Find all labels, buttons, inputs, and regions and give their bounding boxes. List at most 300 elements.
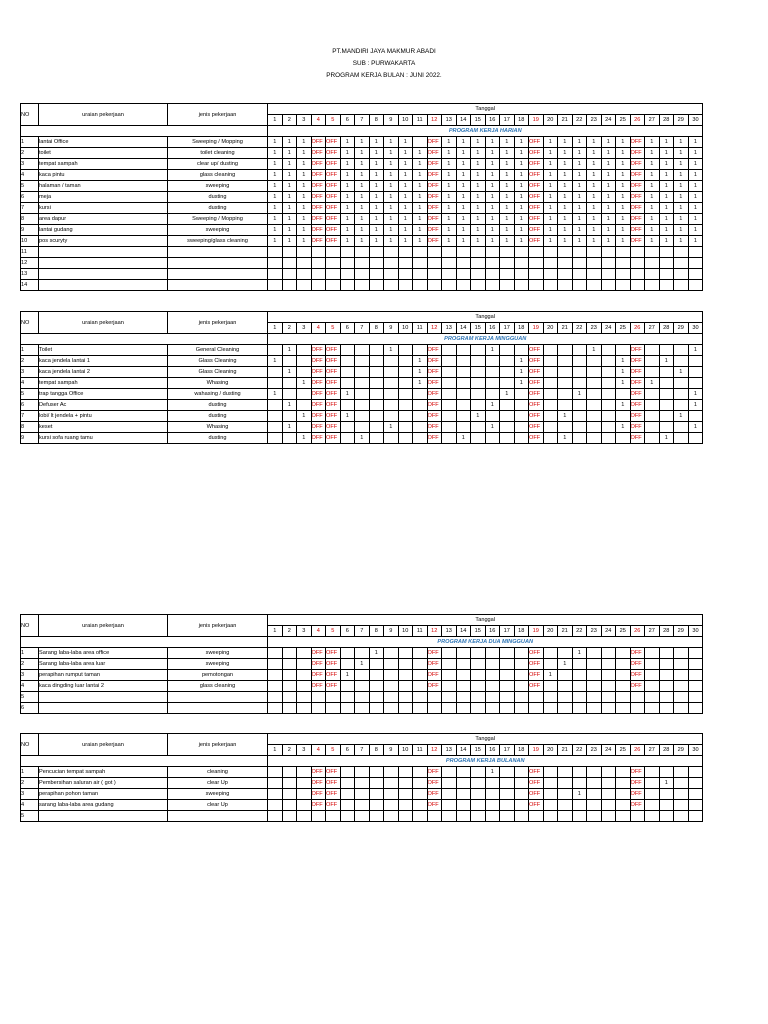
day-cell (616, 648, 631, 659)
off-mark: OFF (529, 192, 544, 203)
day-cell (500, 280, 515, 291)
day-cell: 1 (369, 148, 384, 159)
day-cell (587, 648, 602, 659)
off-mark: OFF (311, 192, 326, 203)
day-cell: 1 (485, 159, 500, 170)
day-cell (398, 670, 413, 681)
day-cell (297, 789, 312, 800)
task-name (39, 703, 168, 714)
day-cell (659, 789, 674, 800)
row-number: 3 (21, 670, 39, 681)
day-cell (514, 767, 529, 778)
day-cell (645, 258, 660, 269)
day-cell: 1 (601, 137, 616, 148)
off-mark: OFF (427, 345, 442, 356)
day-cell (471, 681, 486, 692)
day-cell (485, 659, 500, 670)
day-cell: 1 (355, 170, 370, 181)
day-cell (282, 269, 297, 280)
day-cell (442, 280, 457, 291)
day-cell (601, 247, 616, 258)
day-cell (471, 648, 486, 659)
task-name: Sarang laba-laba area office (39, 648, 168, 659)
day-cell (616, 692, 631, 703)
day-cell (355, 422, 370, 433)
day-cell: 1 (500, 181, 515, 192)
day-cell (427, 703, 442, 714)
day-cell (427, 811, 442, 822)
day-cell: 1 (500, 214, 515, 225)
off-mark: OFF (427, 433, 442, 444)
day-cell: 1 (572, 389, 587, 400)
day-cell (369, 280, 384, 291)
day-cell: 1 (369, 225, 384, 236)
day-cell (355, 389, 370, 400)
day-cell: 1 (485, 192, 500, 203)
day-cell: 1 (398, 170, 413, 181)
day-cell (601, 648, 616, 659)
day-cell (529, 247, 544, 258)
off-mark: OFF (529, 214, 544, 225)
day-cell: 1 (688, 159, 703, 170)
day-cell: 1 (674, 181, 689, 192)
table-row (21, 181, 703, 192)
day-cell (369, 345, 384, 356)
day-cell (297, 356, 312, 367)
off-mark: OFF (311, 789, 326, 800)
day-cell (456, 400, 471, 411)
day-cell (456, 703, 471, 714)
day-cell: 1 (355, 433, 370, 444)
day-cell (471, 356, 486, 367)
day-cell (268, 778, 283, 789)
day-cell (616, 703, 631, 714)
day-cell (688, 433, 703, 444)
day-number: 26 (630, 626, 645, 637)
day-cell (587, 800, 602, 811)
day-cell: 1 (268, 170, 283, 181)
day-cell (369, 789, 384, 800)
off-mark: OFF (326, 367, 341, 378)
day-cell: 1 (456, 137, 471, 148)
day-cell: 1 (485, 137, 500, 148)
task-name: sarang laba-laba area gudang (39, 800, 168, 811)
day-cell: 1 (616, 137, 631, 148)
day-cell: 1 (572, 137, 587, 148)
day-cell (572, 356, 587, 367)
off-mark: OFF (427, 670, 442, 681)
day-cell (282, 356, 297, 367)
day-cell (572, 659, 587, 670)
day-cell (558, 378, 573, 389)
day-number: 4 (311, 626, 326, 637)
day-cell (369, 411, 384, 422)
day-cell (645, 659, 660, 670)
off-mark: OFF (427, 681, 442, 692)
task-type: Sweeping / Mopping (168, 137, 268, 148)
day-cell (529, 692, 544, 703)
day-cell (413, 433, 428, 444)
day-cell: 1 (340, 181, 355, 192)
day-cell (572, 422, 587, 433)
day-cell (529, 269, 544, 280)
day-cell (529, 703, 544, 714)
day-cell: 1 (384, 345, 399, 356)
day-cell (543, 389, 558, 400)
day-cell (413, 811, 428, 822)
task-name: kaca pintu (39, 170, 168, 181)
day-cell (485, 433, 500, 444)
off-mark: OFF (427, 148, 442, 159)
day-cell (471, 800, 486, 811)
off-mark: OFF (427, 137, 442, 148)
day-cell: 1 (456, 170, 471, 181)
day-number: 28 (659, 323, 674, 334)
table-row (21, 137, 703, 148)
day-cell (326, 280, 341, 291)
day-cell (514, 411, 529, 422)
task-name: trap tangga Office (39, 389, 168, 400)
off-mark: OFF (427, 778, 442, 789)
day-cell: 1 (355, 214, 370, 225)
task-type: glass cleaning (168, 681, 268, 692)
day-cell (674, 648, 689, 659)
col-header-no: NO (21, 104, 39, 126)
day-cell: 1 (413, 203, 428, 214)
day-cell (558, 648, 573, 659)
day-cell: 1 (398, 225, 413, 236)
day-cell (355, 411, 370, 422)
day-cell (442, 767, 457, 778)
day-cell (369, 400, 384, 411)
day-number: 24 (601, 323, 616, 334)
day-cell: 1 (485, 400, 500, 411)
off-mark: OFF (326, 203, 341, 214)
program-title: PROGRAM KERJA HARIAN (268, 126, 703, 137)
day-cell: 1 (601, 225, 616, 236)
day-cell (297, 400, 312, 411)
day-cell (442, 247, 457, 258)
day-cell (688, 681, 703, 692)
day-cell (572, 433, 587, 444)
day-cell: 1 (688, 181, 703, 192)
table-row (21, 192, 703, 203)
day-number: 13 (442, 323, 457, 334)
day-cell: 1 (659, 192, 674, 203)
day-cell (601, 378, 616, 389)
day-cell: 1 (442, 170, 457, 181)
day-cell (384, 692, 399, 703)
day-cell (645, 280, 660, 291)
row-number: 1 (21, 648, 39, 659)
day-cell: 1 (688, 345, 703, 356)
day-cell (601, 670, 616, 681)
day-cell: 1 (297, 225, 312, 236)
day-cell: 1 (616, 159, 631, 170)
day-number: 27 (645, 323, 660, 334)
day-cell (616, 411, 631, 422)
day-cell (413, 703, 428, 714)
day-cell (471, 670, 486, 681)
table-row (21, 648, 703, 659)
off-mark: OFF (326, 236, 341, 247)
day-cell: 1 (471, 411, 486, 422)
day-cell (514, 692, 529, 703)
off-mark: OFF (630, 148, 645, 159)
day-cell (398, 800, 413, 811)
day-number: 17 (500, 626, 515, 637)
table-row (21, 692, 703, 703)
task-name: perapihan pohon taman (39, 789, 168, 800)
day-cell: 1 (340, 236, 355, 247)
day-cell: 1 (355, 659, 370, 670)
day-cell (688, 367, 703, 378)
day-cell (688, 269, 703, 280)
day-cell (587, 422, 602, 433)
day-cell (688, 356, 703, 367)
day-cell (572, 800, 587, 811)
off-mark: OFF (326, 181, 341, 192)
task-name (39, 258, 168, 269)
day-cell: 1 (297, 148, 312, 159)
day-cell: 1 (587, 236, 602, 247)
day-cell: 1 (268, 356, 283, 367)
day-cell: 1 (340, 214, 355, 225)
off-mark: OFF (326, 170, 341, 181)
day-cell (601, 411, 616, 422)
day-cell: 1 (645, 378, 660, 389)
day-cell (543, 400, 558, 411)
day-cell: 1 (282, 367, 297, 378)
day-cell (268, 269, 283, 280)
day-cell: 1 (601, 181, 616, 192)
off-mark: OFF (326, 137, 341, 148)
day-cell: 1 (384, 203, 399, 214)
day-cell: 1 (297, 214, 312, 225)
off-mark: OFF (326, 767, 341, 778)
day-cell: 1 (369, 181, 384, 192)
day-cell: 1 (645, 203, 660, 214)
off-mark: OFF (529, 800, 544, 811)
day-cell (340, 345, 355, 356)
day-cell: 1 (572, 148, 587, 159)
day-cell: 1 (282, 225, 297, 236)
day-cell (282, 648, 297, 659)
day-cell (500, 258, 515, 269)
day-cell (355, 247, 370, 258)
day-cell (616, 789, 631, 800)
off-mark: OFF (630, 170, 645, 181)
day-cell (268, 345, 283, 356)
day-cell (384, 258, 399, 269)
day-cell: 1 (384, 225, 399, 236)
day-cell (355, 670, 370, 681)
day-cell (369, 800, 384, 811)
day-number: 12 (427, 115, 442, 126)
day-number: 24 (601, 626, 616, 637)
day-number: 13 (442, 115, 457, 126)
day-number: 5 (326, 323, 341, 334)
day-cell (398, 258, 413, 269)
day-cell (398, 400, 413, 411)
day-cell: 1 (297, 181, 312, 192)
day-cell: 1 (659, 214, 674, 225)
day-cell (616, 670, 631, 681)
day-cell: 1 (645, 214, 660, 225)
day-number: 18 (514, 626, 529, 637)
day-cell: 1 (282, 345, 297, 356)
day-cell (355, 258, 370, 269)
day-cell (485, 670, 500, 681)
day-cell: 1 (456, 159, 471, 170)
day-cell (355, 703, 370, 714)
day-cell (471, 280, 486, 291)
row-number: 6 (21, 703, 39, 714)
day-cell (340, 400, 355, 411)
day-cell (398, 345, 413, 356)
day-cell: 1 (659, 181, 674, 192)
day-cell: 1 (471, 203, 486, 214)
table-row (21, 367, 703, 378)
day-cell: 1 (659, 433, 674, 444)
day-cell: 1 (514, 203, 529, 214)
day-cell: 1 (297, 137, 312, 148)
day-cell: 1 (616, 148, 631, 159)
day-cell (297, 280, 312, 291)
day-cell (456, 378, 471, 389)
day-number: 13 (442, 626, 457, 637)
day-cell (297, 800, 312, 811)
table-row (21, 778, 703, 789)
day-cell (572, 811, 587, 822)
task-name: perapihan rumput taman (39, 670, 168, 681)
day-cell (616, 659, 631, 670)
day-cell (442, 411, 457, 422)
day-cell: 1 (688, 214, 703, 225)
day-cell (369, 422, 384, 433)
day-number: 2 (282, 323, 297, 334)
day-cell (413, 692, 428, 703)
off-mark: OFF (326, 670, 341, 681)
day-cell: 1 (268, 192, 283, 203)
day-number: 29 (674, 626, 689, 637)
table-row (21, 236, 703, 247)
task-type: sweeping (168, 181, 268, 192)
day-cell (268, 692, 283, 703)
day-number: 21 (558, 115, 573, 126)
day-cell (616, 433, 631, 444)
day-cell: 1 (601, 159, 616, 170)
day-cell (413, 280, 428, 291)
day-number: 9 (384, 115, 399, 126)
off-mark: OFF (630, 389, 645, 400)
off-mark: OFF (326, 389, 341, 400)
off-mark: OFF (630, 767, 645, 778)
day-cell (384, 411, 399, 422)
day-cell (587, 258, 602, 269)
day-cell: 1 (514, 356, 529, 367)
day-cell (311, 258, 326, 269)
day-cell (688, 659, 703, 670)
day-cell (543, 411, 558, 422)
day-cell (601, 356, 616, 367)
day-cell (514, 681, 529, 692)
day-cell (471, 789, 486, 800)
day-cell (587, 767, 602, 778)
day-cell: 1 (268, 148, 283, 159)
day-cell: 1 (442, 159, 457, 170)
day-cell (427, 269, 442, 280)
off-mark: OFF (311, 659, 326, 670)
day-cell (543, 422, 558, 433)
day-number: 30 (688, 115, 703, 126)
day-cell: 1 (282, 181, 297, 192)
day-cell (413, 400, 428, 411)
day-cell (268, 670, 283, 681)
task-name: kaca dingding luar lantai 2 (39, 681, 168, 692)
off-mark: OFF (311, 800, 326, 811)
day-cell (572, 411, 587, 422)
day-cell: 1 (601, 236, 616, 247)
day-cell: 1 (340, 203, 355, 214)
col-header-uraian: uraian pekerjaan (39, 615, 168, 637)
off-mark: OFF (529, 137, 544, 148)
row-number: 3 (21, 367, 39, 378)
day-cell: 1 (514, 225, 529, 236)
day-cell: 1 (500, 192, 515, 203)
day-number: 1 (268, 745, 283, 756)
day-cell (413, 659, 428, 670)
day-cell (601, 258, 616, 269)
day-cell (456, 345, 471, 356)
off-mark: OFF (529, 236, 544, 247)
day-cell (471, 400, 486, 411)
day-cell (688, 648, 703, 659)
day-cell: 1 (456, 214, 471, 225)
day-cell: 1 (688, 148, 703, 159)
day-cell (340, 778, 355, 789)
day-cell (572, 378, 587, 389)
day-cell (514, 648, 529, 659)
day-cell (674, 811, 689, 822)
day-cell (384, 247, 399, 258)
day-cell (630, 280, 645, 291)
day-cell: 1 (587, 214, 602, 225)
day-cell: 1 (282, 192, 297, 203)
day-cell: 1 (674, 225, 689, 236)
day-cell: 1 (413, 170, 428, 181)
day-number: 10 (398, 626, 413, 637)
day-cell (268, 280, 283, 291)
day-cell: 1 (355, 225, 370, 236)
day-cell (297, 422, 312, 433)
day-cell: 1 (384, 181, 399, 192)
task-name: Toilet (39, 345, 168, 356)
off-mark: OFF (326, 648, 341, 659)
day-cell: 1 (543, 236, 558, 247)
day-cell: 1 (442, 236, 457, 247)
task-type: clear Up (168, 800, 268, 811)
day-cell (413, 648, 428, 659)
day-cell (674, 400, 689, 411)
day-cell (572, 280, 587, 291)
row-number: 2 (21, 148, 39, 159)
task-type (168, 811, 268, 822)
day-cell (427, 692, 442, 703)
day-cell: 1 (645, 181, 660, 192)
day-number: 10 (398, 745, 413, 756)
day-cell (543, 800, 558, 811)
